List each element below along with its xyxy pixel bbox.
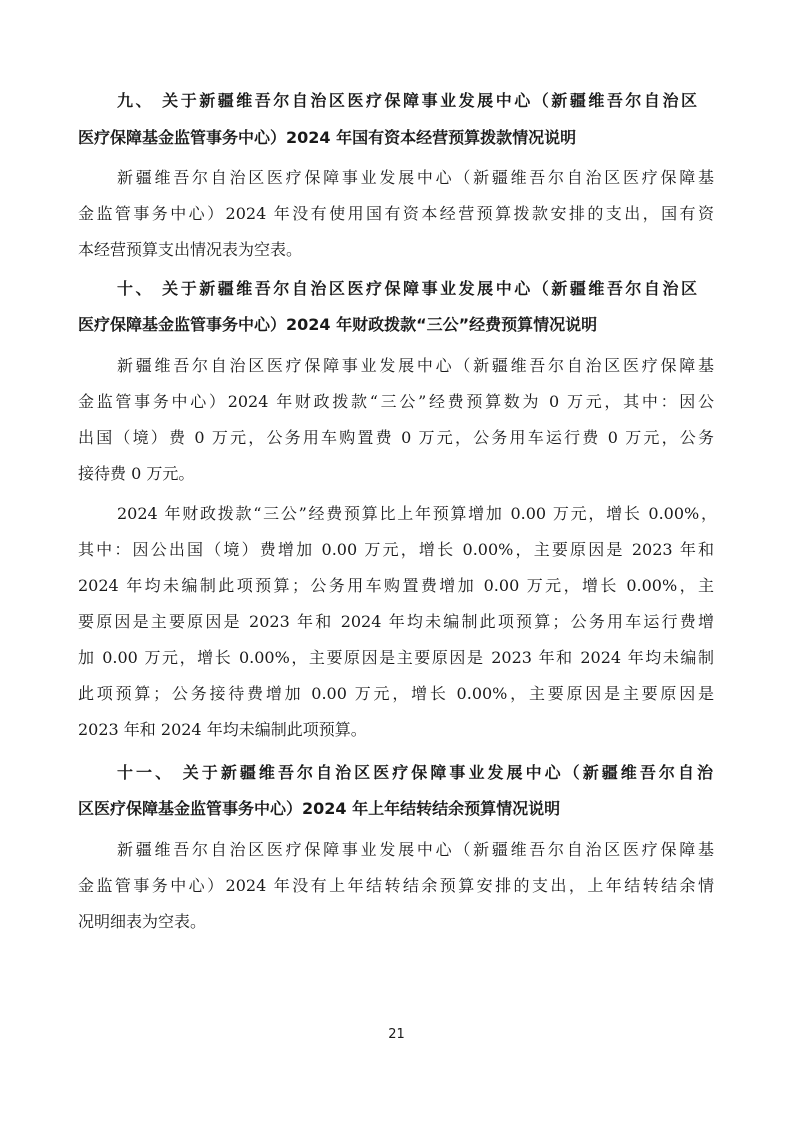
section-9-para-line: 金监管事务中心）2024 年没有使用国有资本经营预算拨款安排的支出，国有资 — [78, 204, 714, 223]
section-10-para1-line: 金监管事务中心）2024 年财政拨款“三公”经费预算数为 0 万元，其中：因公 — [78, 392, 714, 411]
section-10-para2-line: 要原因是主要原因是 2023 年和 2024 年均未编制此项预算；公务用车运行费增 — [78, 612, 714, 631]
section-10-heading-line1: 十、 关于新疆维吾尔自治区医疗保障事业发展中心（新疆维吾尔自治区 — [117, 279, 697, 298]
section-11-heading-line1: 十一、 关于新疆维吾尔自治区医疗保障事业发展中心（新疆维吾尔自治 — [117, 763, 713, 782]
section-10-para2-line: 2023 年和 2024 年均未编制此项预算。 — [78, 720, 367, 739]
section-10-para2-line: 加 0.00 万元，增长 0.00%，主要原因是主要原因是 2023 年和 2024 年均未编制 — [78, 648, 714, 667]
section-9-heading-line1: 九、 关于新疆维吾尔自治区医疗保障事业发展中心（新疆维吾尔自治区 — [117, 91, 697, 110]
section-11-para-line: 新疆维吾尔自治区医疗保障事业发展中心（新疆维吾尔自治区医疗保障基 — [117, 840, 714, 859]
section-9-heading-line2: 医疗保障基金监管事务中心）2024 年国有资本经营预算拨款情况说明 — [78, 128, 577, 147]
section-10-para1-line: 接待费 0 万元。 — [78, 464, 195, 483]
section-10-para2-line: 其中：因公出国（境）费增加 0.00 万元，增长 0.00%，主要原因是 2023 年和 — [78, 540, 714, 559]
page-number: 21 — [388, 1027, 405, 1042]
section-9-para-line: 本经营预算支出情况表为空表。 — [78, 240, 303, 259]
section-10-para2-line: 此项预算；公务接待费增加 0.00 万元，增长 0.00%，主要原因是主要原因是 — [78, 684, 714, 703]
section-11-heading-line2: 区医疗保障基金监管事务中心）2024 年上年结转结余预算情况说明 — [78, 799, 561, 818]
section-10-para2-line: 2024 年财政拨款“三公”经费预算比上年预算增加 0.00 万元，增长 0.00%， — [117, 504, 717, 523]
section-10-heading-line2: 医疗保障基金监管事务中心）2024 年财政拨款“三公”经费预算情况说明 — [78, 315, 598, 334]
section-11-para-line: 况明细表为空表。 — [78, 912, 207, 931]
section-10-para2-line: 2024 年均未编制此项预算；公务用车购置费增加 0.00 万元，增长 0.00%，主 — [78, 576, 714, 595]
section-10-para1-line: 出国（境）费 0 万元，公务用车购置费 0 万元，公务用车运行费 0 万元，公务 — [78, 428, 714, 447]
section-10-para1-line: 新疆维吾尔自治区医疗保障事业发展中心（新疆维吾尔自治区医疗保障基 — [117, 356, 714, 375]
section-11-para-line: 金监管事务中心）2024 年没有上年结转结余预算安排的支出，上年结转结余情 — [78, 876, 714, 895]
section-9-para-line: 新疆维吾尔自治区医疗保障事业发展中心（新疆维吾尔自治区医疗保障基 — [117, 168, 714, 187]
